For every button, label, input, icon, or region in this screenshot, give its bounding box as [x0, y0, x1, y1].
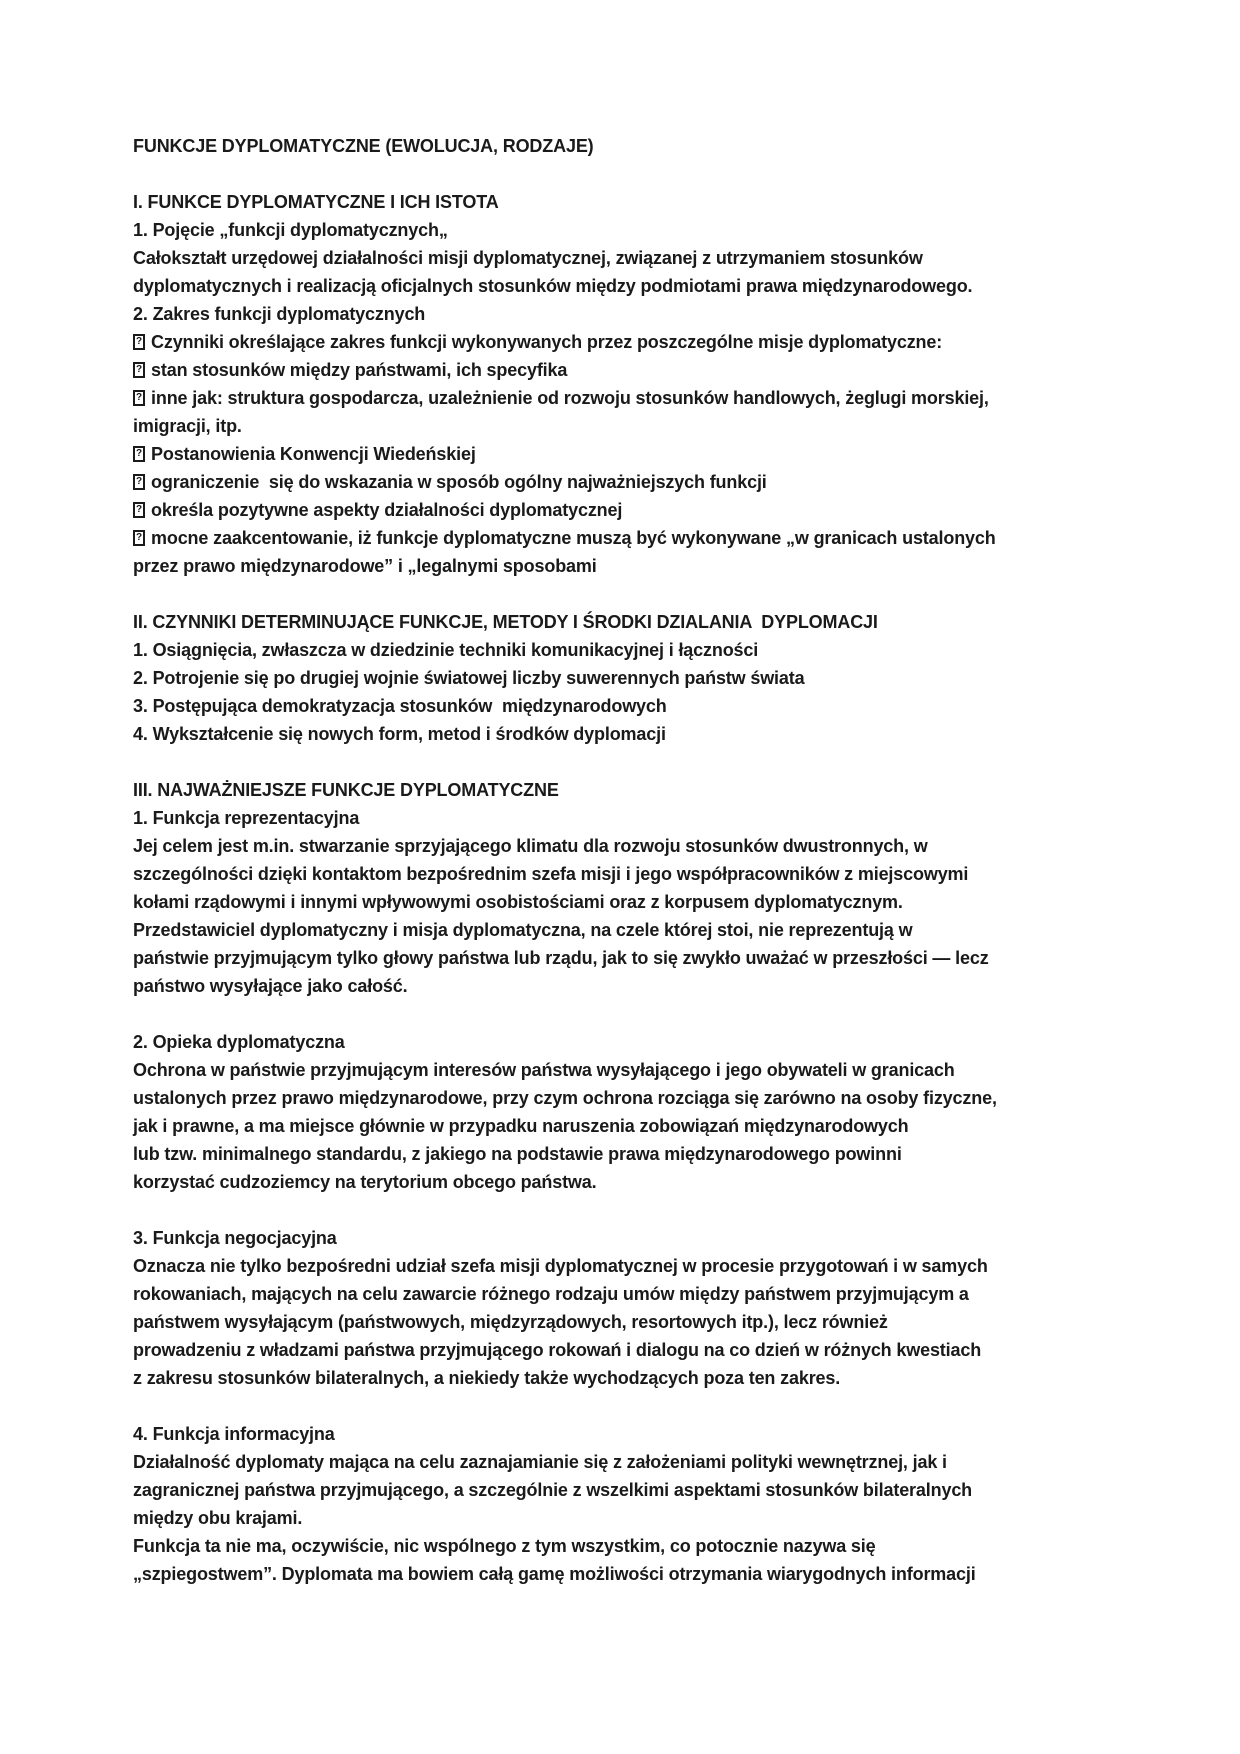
text-line-content: z zakresu stosunków bilateralnych, a niekiedy także wychodzących poza ten zakres. [133, 1368, 841, 1388]
text-line-content: 2. Opieka dyplomatyczna [133, 1032, 345, 1052]
text-line-content: I. FUNKCE DYPLOMATYCZNE I ICH ISTOTA [133, 192, 499, 212]
text-line-content: 1. Osiągnięcia, zwłaszcza w dziedzinie techniki komunikacyjnej i łączności [133, 640, 759, 660]
text-line-content: 2. Zakres funkcji dyplomatycznych [133, 304, 426, 324]
text-line-content: 4. Wykształcenie się nowych form, metod i środków dyplomacji [133, 724, 666, 744]
text-line [133, 524, 1140, 552]
text-line-content: Funkcja ta nie ma, oczywiście, nic wspólnego z tym wszystkim, co potocznie nazywa się [133, 1536, 876, 1556]
text-line [133, 1168, 1140, 1196]
text-line [133, 1476, 1140, 1504]
text-line [133, 468, 1140, 496]
text-line [133, 272, 1140, 300]
document-body [133, 160, 1140, 1588]
text-line [133, 692, 1140, 720]
text-line [133, 860, 1140, 888]
text-line-content: ograniczenie się do wskazania w sposób ogólny najważniejszych funkcji [151, 472, 767, 492]
text-line-content: Jej celem jest m.in. stwarzanie sprzyjającego klimatu dla rozwoju stosunków dwustronnych, w [133, 836, 928, 856]
text-line [133, 832, 1140, 860]
text-line [133, 1140, 1140, 1168]
text-line-content: lub tzw. minimalnego standardu, z jakiego na podstawie prawa międzynarodowego powinni [133, 1144, 902, 1164]
text-line [133, 496, 1140, 524]
text-line-content: 1. Funkcja reprezentacyjna [133, 808, 360, 828]
text-line-content: między obu krajami. [133, 1508, 303, 1528]
text-line-content: mocne zaakcentowanie, iż funkcje dyplomatyczne muszą być wykonywane „w granicach ustalonych [151, 528, 996, 548]
text-line [133, 608, 1140, 636]
text-line [133, 580, 1140, 608]
text-line [133, 328, 1140, 356]
text-line [133, 972, 1140, 1000]
text-line [133, 1252, 1140, 1280]
text-line [133, 720, 1140, 748]
text-line-content: Ochrona w państwie przyjmującym interesów państwa wysyłającego i jego obywateli w granicach [133, 1060, 955, 1080]
text-line [133, 1224, 1140, 1252]
text-line-content: II. CZYNNIKI DETERMINUJĄCE FUNKCJE, METODY I ŚRODKI DZIALANIA DYPLOMACJI [133, 612, 878, 632]
text-line [133, 1532, 1140, 1560]
text-line-content: III. NAJWAŻNIEJSZE FUNKCJE DYPLOMATYCZNE [133, 780, 559, 800]
text-line [133, 188, 1140, 216]
text-line-content: zagranicznej państwa przyjmującego, a szczególnie z wszelkimi aspektami stosunków bilateralnych [133, 1480, 973, 1500]
text-line [133, 244, 1140, 272]
text-line-content: Przedstawiciel dyplomatyczny i misja dyplomatyczna, na czele której stoi, nie reprezentują w [133, 920, 913, 940]
text-line-content: stan stosunków między państwami, ich specyfika [151, 360, 568, 380]
text-line [133, 1056, 1140, 1084]
text-line [133, 552, 1140, 580]
text-line-content: „szpiegostwem”. Dyplomata ma bowiem całą gamę możliwości otrzymania wiarygodnych informacji [133, 1564, 976, 1584]
text-line-content: państwem wysyłającym (państwowych, międzyrządowych, resortowych itp.), lecz również [133, 1312, 888, 1332]
text-line [133, 636, 1140, 664]
text-line-content: 1. Pojęcie „funkcji dyplomatycznych„ [133, 220, 448, 240]
text-line-content: państwie przyjmującym tylko głowy państwa lub rządu, jak to się zwykło uważać w przeszłości — lecz [133, 948, 989, 968]
text-line-content: przez prawo międzynarodowe” i „legalnymi sposobami [133, 556, 597, 576]
text-line [133, 1420, 1140, 1448]
text-line [133, 1196, 1140, 1224]
text-line [133, 356, 1140, 384]
text-line [133, 300, 1140, 328]
text-line [133, 1028, 1140, 1056]
text-line [133, 1280, 1140, 1308]
text-line-content: Całokształt urzędowej działalności misji dyplomatycznej, związanej z utrzymaniem stosunków [133, 248, 923, 268]
text-line-content: dyplomatycznych i realizacją oficjalnych stosunków między podmiotami prawa międzynarodowego. [133, 276, 973, 296]
text-line-content: 4. Funkcja informacyjna [133, 1424, 335, 1444]
document-title: FUNKCJE DYPLOMATYCZNE (EWOLUCJA, RODZAJE) [133, 136, 594, 156]
text-line [133, 944, 1140, 972]
text-line [133, 216, 1140, 244]
text-line-content: Działalność dyplomaty mająca na celu zaznajamianie się z założeniami polityki wewnętrznej, jak i [133, 1452, 947, 1472]
text-line-content: państwo wysyłające jako całość. [133, 976, 408, 996]
missing-glyph-bullet-icon: ? [133, 502, 145, 518]
document-page [133, 132, 1140, 1588]
text-line-content: ustalonych przez prawo międzynarodowe, przy czym ochrona rozciąga się zarówno na osoby fizyczne, [133, 1088, 997, 1108]
text-line [133, 748, 1140, 776]
text-line-content: 3. Postępująca demokratyzacja stosunków międzynarodowych [133, 696, 667, 716]
text-line [133, 160, 1140, 188]
text-line-content: korzystać cudzoziemcy na terytorium obcego państwa. [133, 1172, 597, 1192]
text-line-content: Postanowienia Konwencji Wiedeńskiej [151, 444, 476, 464]
text-line [133, 1084, 1140, 1112]
missing-glyph-bullet-icon: ? [133, 334, 145, 350]
text-line [133, 412, 1140, 440]
missing-glyph-bullet-icon: ? [133, 474, 145, 490]
text-line [133, 1364, 1140, 1392]
text-line [133, 1000, 1140, 1028]
text-line-content: Czynniki określające zakres funkcji wykonywanych przez poszczególne misje dyplomatyczne: [151, 332, 943, 352]
text-line [133, 1336, 1140, 1364]
text-line-content: określa pozytywne aspekty działalności dyplomatycznej [151, 500, 623, 520]
text-line-content: 2. Potrojenie się po drugiej wojnie światowej liczby suwerennych państw świata [133, 668, 805, 688]
text-line [133, 1504, 1140, 1532]
text-line [133, 888, 1140, 916]
missing-glyph-bullet-icon: ? [133, 362, 145, 378]
text-line [133, 440, 1140, 468]
text-line [133, 916, 1140, 944]
text-line [133, 384, 1140, 412]
text-line-content: imigracji, itp. [133, 416, 242, 436]
text-line [133, 776, 1140, 804]
text-line-content: prowadzeniu z władzami państwa przyjmującego rokowań i dialogu na co dzień w różnych kwestiach [133, 1340, 982, 1360]
text-line-content: szczególności dzięki kontaktom bezpośrednim szefa misji i jego współpracowników z miejscowymi [133, 864, 969, 884]
text-line [133, 664, 1140, 692]
missing-glyph-bullet-icon: ? [133, 530, 145, 546]
text-line-content: 3. Funkcja negocjacyjna [133, 1228, 337, 1248]
text-line-content: rokowaniach, mających na celu zawarcie różnego rodzaju umów między państwem przyjmującym a [133, 1284, 969, 1304]
text-line [133, 1308, 1140, 1336]
missing-glyph-bullet-icon: ? [133, 446, 145, 462]
text-line-content: inne jak: struktura gospodarcza, uzależnienie od rozwoju stosunków handlowych, żeglugi morskiej, [151, 388, 989, 408]
text-line [133, 1560, 1140, 1588]
text-line-content: Oznacza nie tylko bezpośredni udział szefa misji dyplomatycznej w procesie przygotowań i w samych [133, 1256, 988, 1276]
text-line-content: kołami rządowymi i innymi wpływowymi osobistościami oraz z korpusem dyplomatycznym. [133, 892, 903, 912]
text-line-content: jak i prawne, a ma miejsce głównie w przypadku naruszenia zobowiązań międzynarodowych [133, 1116, 909, 1136]
text-line [133, 1448, 1140, 1476]
text-line [133, 1112, 1140, 1140]
text-line [133, 804, 1140, 832]
text-line [133, 1392, 1140, 1420]
missing-glyph-bullet-icon: ? [133, 390, 145, 406]
